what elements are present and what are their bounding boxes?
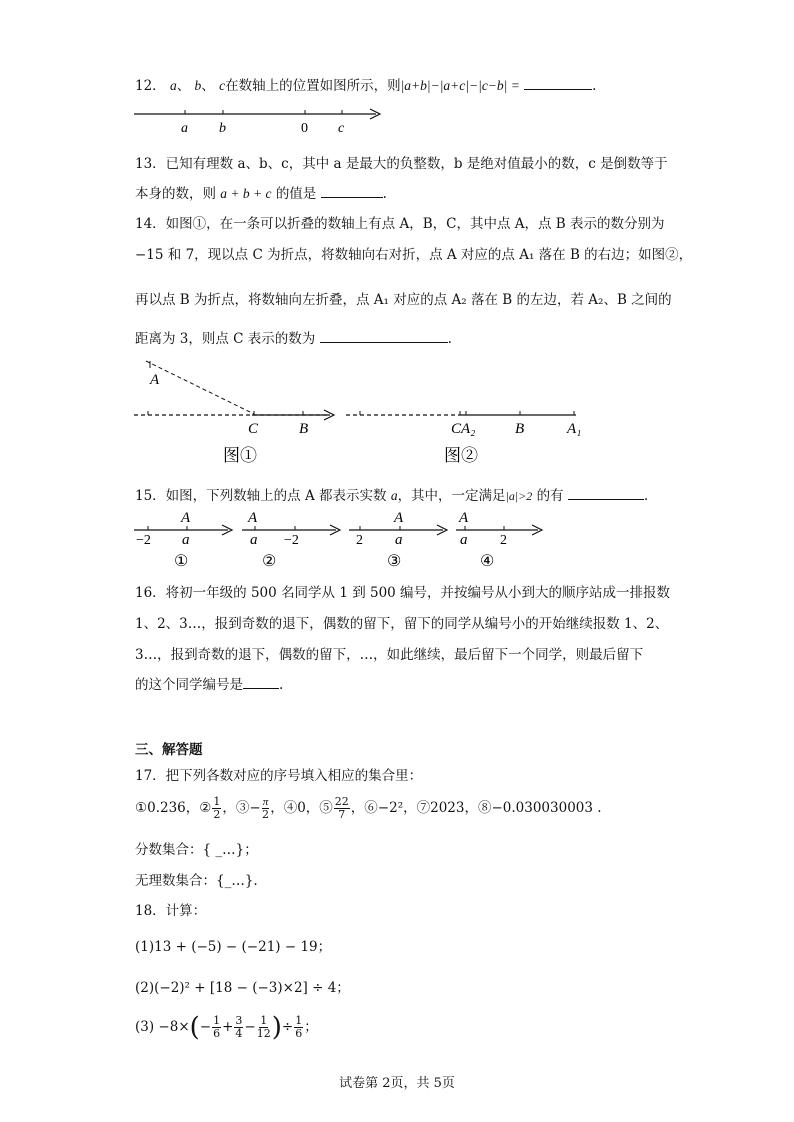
q15-axis2-A: A <box>248 510 258 526</box>
q12-axis-c: c <box>338 121 345 136</box>
fig2-label-B: B <box>515 421 525 437</box>
q15-end: . <box>643 488 649 504</box>
q17-item-4: ④0， <box>283 800 320 816</box>
q12-axis-b: b <box>219 121 226 136</box>
fig2-label-A1: A₁ <box>567 421 582 437</box>
q14-figure-1 <box>130 356 340 466</box>
page-footer: 试卷第 2页，共 5页 <box>339 1076 455 1091</box>
q14-line1: 14．如图①，在一条可以折叠的数轴上有点 A，B，C，其中点 A，点 B 表示的数分别为 <box>135 216 665 232</box>
q18-p3-frac-3 <box>257 1015 271 1040</box>
q17-item-3-label: ③− <box>235 800 261 816</box>
q16-line1: 16．将初一年级的 500 名同学从 1 到 500 编号，并按编号从小到大的顺序站成一排报数 <box>135 585 671 601</box>
q18-part-1: (1)13 + (−5) − (−21) − 19； <box>135 939 332 955</box>
fig1-label-C: C <box>248 421 259 437</box>
q15-axis1-num: −2 <box>136 533 151 548</box>
q18-p3-f2-den: 4 <box>235 1027 243 1040</box>
q13-end: . <box>382 186 387 202</box>
q15-axis4-a: a <box>460 532 468 548</box>
q18-title: 18．计算： <box>135 903 207 919</box>
q12-number: 12． <box>135 78 166 94</box>
q17-item-5-num: 22 <box>334 795 349 808</box>
q17-item-3-sep: ， <box>270 800 284 816</box>
q18-p3-f1-den: 6 <box>213 1027 221 1040</box>
q13-prefix: 本身的数，则 <box>135 186 216 202</box>
q18-p3-end: ； <box>304 1019 318 1035</box>
q17-item-3-num: π <box>262 796 269 808</box>
q15-axis2-id: ② <box>262 553 277 570</box>
q15-axis2-a: a <box>250 532 258 548</box>
q15-axis3-num: 2 <box>356 533 363 548</box>
q17-item-5-den: 7 <box>338 808 346 821</box>
q15-axis3-id: ③ <box>387 553 402 570</box>
q18-p3-frac-1 <box>212 1015 221 1040</box>
q12-answer-blank[interactable] <box>524 75 592 90</box>
fig1-label-A: A <box>150 372 160 388</box>
q18-p3-f4-den: 6 <box>295 1027 303 1040</box>
q15-axis4-num: 2 <box>500 533 507 548</box>
q17-item-2-sep: ， <box>222 800 236 816</box>
fig1-label-B: B <box>299 421 309 437</box>
q17-title: 17．把下列各数对应的序号填入相应的集合里： <box>135 768 423 784</box>
q14-figure-2 <box>340 356 600 466</box>
q15-axis3-a: a <box>395 532 403 548</box>
q13-line2 <box>135 182 387 202</box>
q17-irrational-set[interactable]: 无理数集合：{_…}. <box>135 873 258 889</box>
q17-item-8: ⑧−0.030030003 . <box>477 800 602 816</box>
q16-line2: 1、2、3…，报到奇数的退下，偶数的留下，留下的同学从编号小的开始继续报数 1、2、 <box>135 616 669 632</box>
q12-text: 12． a、 b、 c在数轴上的位置如图所示，则|a+b|−|a+c|−|c−b| = . <box>135 74 596 94</box>
q15-condition: |a|>2 <box>505 489 533 503</box>
q17-item-1: ①0.236， <box>135 800 200 816</box>
q18-p3-frac-2 <box>234 1015 243 1040</box>
q13-answer-blank[interactable] <box>321 183 383 198</box>
q12-var-c: c <box>219 78 226 93</box>
q17-item-5-fraction <box>334 796 350 821</box>
q15-axis1-a: a <box>182 532 190 548</box>
q13-suffix: 的值是 <box>275 186 317 202</box>
q15-suffix: 的有 <box>536 488 564 504</box>
q14-end: . <box>447 331 452 347</box>
q15-axis-4 <box>452 506 552 572</box>
q17-items <box>135 795 602 821</box>
q15-axis4-id: ④ <box>480 553 495 570</box>
q15-answer-blank[interactable] <box>568 485 644 500</box>
q17-item-5-sep: ， <box>350 800 365 816</box>
section-3-title: 三、解答题 <box>135 742 203 758</box>
q12-var-b: b <box>194 78 202 93</box>
q18-p3-rparen: ) <box>271 1012 282 1043</box>
q15-axis1-id: ① <box>174 553 189 570</box>
q18-p3-frac-4 <box>294 1015 303 1040</box>
q16-line4 <box>135 673 283 693</box>
q15-prefix: 15．如图，下列数轴上的点 A 都表示实数 <box>135 488 387 504</box>
fig2-label-CA2: CA₂ <box>451 421 476 437</box>
q15-mid: ，其中，一定满足 <box>397 488 506 504</box>
q18-part-2: (2)(−2)² + [18 − (−3)×2] ÷ 4； <box>135 980 350 996</box>
q15-axis1-A: A <box>181 510 191 526</box>
q15-axis4-A: A <box>459 510 469 526</box>
q17-item-2-fraction <box>212 796 221 821</box>
q14-line4 <box>135 327 452 347</box>
q17-item-3-den: 2 <box>261 808 269 821</box>
q14-answer-blank[interactable] <box>320 328 448 343</box>
q17-item-2-den: 2 <box>213 808 221 821</box>
q18-p3-f4-num: 1 <box>295 1014 303 1027</box>
q16-end: . <box>279 677 284 693</box>
q16-answer-blank[interactable] <box>243 674 279 689</box>
q15-axis3-A: A <box>394 510 404 526</box>
q18-p3-f3-den: 12 <box>256 1027 271 1040</box>
q12-expression: |a+b|−|a+c|−|c−b| = <box>400 78 520 93</box>
q12-text-after: 在数轴上的位置如图所示，则 <box>225 78 401 94</box>
q12-var-a: a <box>169 78 177 93</box>
q17-item-5-label: ⑤ <box>319 800 333 816</box>
q15-var: a <box>390 488 398 503</box>
q18-part-3: (3) −8×(− $\frac{1}{6}$ + $\frac{3}{4}$ − $\frac{1}{12}$ )÷ $\frac{1}{6}$ ； <box>135 1012 318 1043</box>
q15-axis-1 <box>130 506 240 572</box>
q17-fraction-set[interactable]: 分数集合：{ _…}； <box>135 842 258 858</box>
q18-p3-lparen: ( <box>189 1012 200 1043</box>
q14-line2: −15 和 7，现以点 C 为折点，将数轴向右对折，点 A 对应的点 A₁ 落在 B 的右边；如图②， <box>135 247 693 263</box>
q14-line3: 再以点 B 为折点，将数轴向左折叠，点 A₁ 对应的点 A₂ 落在 B 的左边，若 A₂、B 之间的 <box>135 292 672 308</box>
q13-expression: a + b + c <box>220 186 272 201</box>
q17-item-7: ⑦2023， <box>416 800 478 816</box>
q18-p3-f2-num: 3 <box>235 1014 243 1027</box>
q17-item-2-num: 1 <box>213 795 221 808</box>
fig2-caption: 图② <box>444 446 478 465</box>
q18-p3-prefix: (3) −8× <box>135 1019 190 1035</box>
q12-axis-zero: 0 <box>301 121 308 136</box>
q17-item-2-label: ② <box>199 800 212 816</box>
q15-axis2-num: −2 <box>284 533 299 548</box>
q12-sep: 、 <box>176 78 191 94</box>
q12-number-line <box>130 104 390 136</box>
fig1-caption: 图① <box>223 446 257 465</box>
q15-axis-3 <box>345 506 455 572</box>
q14-prefix: 距离为 3，则点 C 表示的数为 <box>135 331 316 347</box>
q16-prefix: 的这个同学编号是 <box>135 677 243 693</box>
q16-line3: 3…，报到奇数的退下，偶数的留下，…，如此继续，最后留下一个同学，则最后留下 <box>135 647 644 663</box>
q12-end: . <box>592 78 597 94</box>
q17-item-3-fraction <box>262 796 270 821</box>
q15-text <box>135 484 648 504</box>
q18-p3-f1-num: 1 <box>213 1014 221 1027</box>
q18-p3-f3-num: 1 <box>260 1014 268 1027</box>
q15-axis-2 <box>238 506 348 572</box>
q12-axis-a: a <box>181 121 188 136</box>
q13-line1: 13．已知有理数 a、b、c，其中 a 是最大的负整数，b 是绝对值最小的数，c 是倒数等于 <box>135 156 668 172</box>
q17-item-6: ⑥−2²， <box>364 800 417 816</box>
